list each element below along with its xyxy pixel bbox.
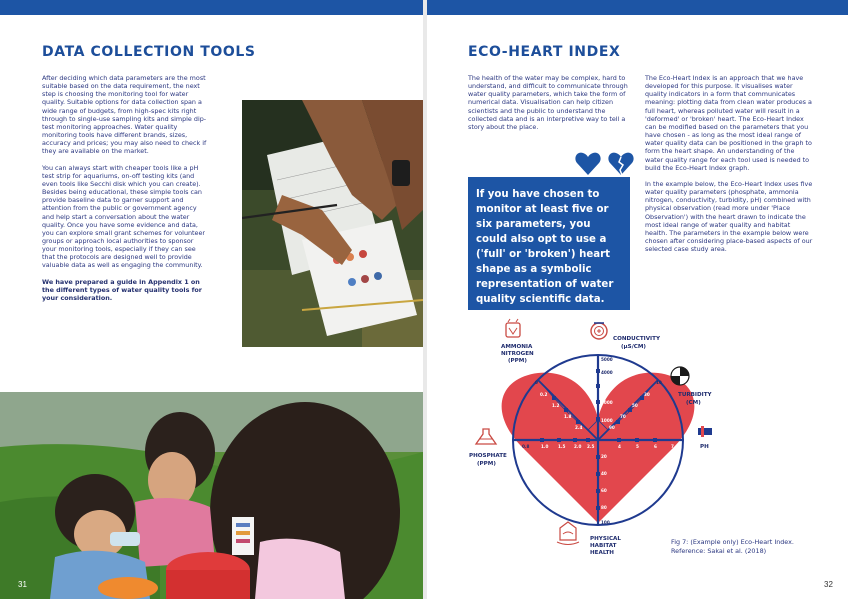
habitat-tick: 40 [601,471,607,476]
axis-marker [635,438,639,442]
right-col1-body [468,74,633,139]
right-col1-paragraph: The health of the water may be complex, hard to understand, and difficult to communicate through water quality parameters, which take the form of numerical data. Visualisation can help citizen scientists and the public to understand the collected data and is an interpretive way to tell a story about the place. [468,74,628,131]
turbidity-tick: 10 [656,380,662,385]
right-col2-paragraph-2: In the example below, the Eco-Heart Index uses five water quality parameters (phosphate, ammonia nitrogen, conductivity, turbidity, pH) combined with physical observation (read more under 'Place Observation') with the heart drawn to indicate the most ideal range of water quality and habitat health. The parameters in the example below were chosen after considering place-based aspects of our selected case study area. [645,179,813,254]
axis-marker [557,438,561,442]
turbidity-unit: (CM) [686,400,701,406]
axis-marker [596,506,600,510]
axis-marker [596,400,600,404]
eco-heart-diagram [468,318,728,568]
ph-label: PH [700,444,709,450]
left-paragraph-3: We have prepared a guide in Appendix 1 on the different types of water quality tools for your consideration. [42,277,202,302]
phosphate-tick: 2.0 [574,444,582,449]
phosphate-tick: 1.0 [541,444,549,449]
axis-marker [596,472,600,476]
full-heart-icon [575,153,600,175]
ammonia-icon [506,319,520,337]
caption-line-2: Reference: Sakai et al. (2018) [671,547,767,555]
caption-line-1: Fig 7: (Example only) Eco-Heart Index. [671,538,794,546]
axis-marker [596,417,600,421]
turbidity-tick: 70 [620,414,626,419]
photo-hands-test-card [242,100,423,347]
figure-caption [671,538,821,556]
top-bar-right [427,0,848,15]
habitat-tick: 60 [601,488,607,493]
axis-marker [596,369,600,373]
left-paragraph-1: After deciding which data parameters are the most suitable based on the data requirement, the next step is choosing the monitoring tool for water quality. Suitable options for data collection span a wide range of budgets, from high-spec kits right through to single-use sampling kits and simple dip-test monitoring approaches. Water quality monitoring tools have different brands, sizes, accuracy and prices; you may also need to check if they are available on the market. [42,74,207,156]
axis-marker [564,408,568,412]
ammonia-tick: 1.8 [564,414,572,419]
broken-heart-icon [608,153,633,175]
right-col2-paragraph-1: The Eco-Heart Index is an approach that we have developed for this purpose. It visualises water quality indicators in a form that communicates meaning: plotting data from clean water produces a full heart, whereas polluted water will result in a 'deformed' or 'broken' heart. The Eco-Heart Index can be modified based on the parameters that you have chosen - as long as the most ideal range of water quality data can be positioned in the graph to form the heart shape. An understanding of the water quality range for each tool used is needed to build the Eco-Heart Index graph. [645,74,812,172]
turbidity-tick: 30 [644,392,650,397]
axis-marker [596,384,600,388]
axis-marker [576,420,580,424]
conductivity-unit: (μS/CM) [621,344,646,350]
phosphate-unit: (PPM) [477,461,496,467]
habitat-label-1: PHYSICAL [590,536,621,542]
photo-children-testing-water [0,392,423,599]
axis-marker [616,420,620,424]
turbidity-tick: 90 [609,425,615,430]
habitat-label-2: HABITAT [590,543,617,549]
conductivity-tick: 1000 [601,418,613,423]
ammonia-unit: (PPM) [508,358,527,364]
phosphate-label: PHOSPHATE [469,453,507,459]
left-page-body [42,74,208,310]
page-gutter [423,0,427,599]
heart-icons [575,151,635,177]
ammonia-label-2: NITROGEN [501,351,534,357]
axis-marker [617,438,621,442]
right-col2-body [645,74,813,261]
turbidity-tick: 50 [632,403,638,408]
ph-tick: 7 [671,444,674,449]
conductivity-tick: 5000 [601,357,613,362]
phosphate-tick: 2.5 [587,444,595,449]
ammonia-label-1: AMMONIA [501,344,533,350]
top-bar-left [0,0,423,15]
conductivity-tick: 2000 [601,400,613,405]
left-page-number: 31 [18,580,27,589]
right-page-number: 32 [824,580,833,589]
ammonia-tick: 0 [535,380,538,385]
axis-marker [628,408,632,412]
axis-marker [640,396,644,400]
axis-marker [596,455,600,459]
axis-marker [552,396,556,400]
ph-tick: 6 [654,444,657,449]
turbidity-label: TURBIDITY [678,392,712,398]
habitat-tick: 100 [601,520,610,525]
axis-marker [596,489,600,493]
phosphate-tick: 0.8 [522,444,530,449]
axis-marker [573,438,577,442]
axis-marker [653,438,657,442]
conductivity-icon [591,323,607,339]
habitat-tick: 20 [601,454,607,459]
phosphate-icon [476,429,496,444]
ammonia-tick: 1.2 [552,403,560,408]
phosphate-tick: 1.5 [558,444,566,449]
ammonia-tick: 0.2 [540,392,548,397]
axis-marker [586,438,590,442]
turbidity-icon [671,367,689,385]
callout-box: If you have chosen to monitor at least five or six parameters, you could also opt to use a ('full' or 'broken') heart shape as a symbolic representation of water quality scientific data. [468,177,630,310]
ammonia-tick: 2.4 [575,425,583,430]
left-page-heading: DATA COLLECTION TOOLS [42,44,256,60]
conductivity-label: CONDUCTIVITY [613,336,661,342]
habitat-label-3: HEALTH [590,550,614,556]
right-page-heading: ECO-HEART INDEX [468,44,621,60]
habitat-tick: 80 [601,505,607,510]
conductivity-tick: 4000 [601,370,613,375]
habitat-icon [557,522,579,545]
axis-marker [540,438,544,442]
ph-tick: 4 [618,444,621,449]
left-paragraph-2: You can always start with cheaper tools like a pH test strip for aquariums, on-off testing kits (and even tools like Secchi disk which you can create). Besides being educational, these simple tools can provide baseline data to garner support and attention from the public or government agency and help start a conversation about the water quality. Once you have some evidence and data, you can explore small grant schemes for volunteer groups or approach local authorities to sponsor your monitoring tools, especially if they can see that the protocols are designed well to provide valuable data as well as engaging the community. [42,163,206,270]
ph-tick: 5 [636,444,639,449]
conductivity-tick: 3000 [601,384,613,389]
ph-icon [698,426,712,437]
